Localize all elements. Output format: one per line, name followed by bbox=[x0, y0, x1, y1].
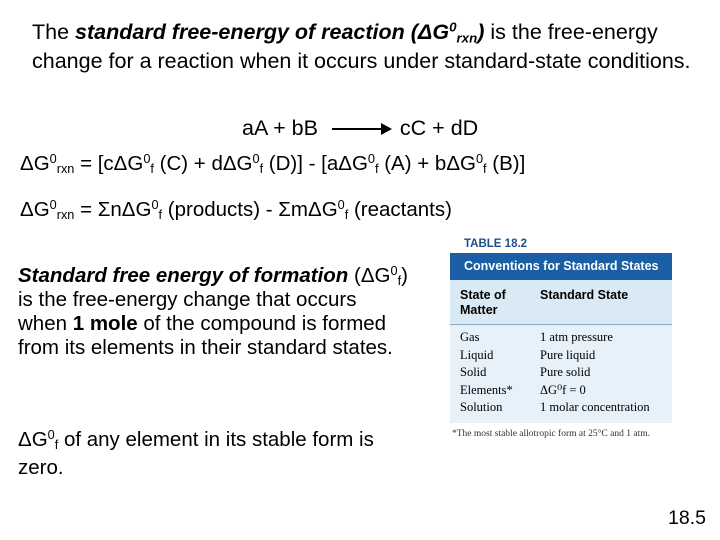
table-footnote: *The most stable allotropic form at 25°C and 1 atm. bbox=[450, 423, 672, 440]
free-energy-equation-expanded: $\Delta G^0_{rxn} = [c\Delta G^0_f$ (C) + dΔG$^0_f$ (D)] - [aΔG$^0_f$ (A) + bΔG$^0_f$ (B)] bbox=[20, 151, 526, 177]
free-energy-equation-summation: $\Delta G^0_{rxn} = \Sigma n\Delta G^0_f$ (products) - ΣmΔG$^0_f$ (reactants) bbox=[20, 197, 452, 223]
table-row: Elements* ΔG⁰f = 0 bbox=[460, 382, 586, 397]
products-expression: cC + dD bbox=[399, 116, 479, 140]
table-header-row bbox=[450, 280, 672, 325]
formation-definition: Standard free energy of formation $(\Delta G^0_f)$ is the free-energy change that occurs when 1 mole of the compound is formed from its elements in their standard states. bbox=[18, 263, 408, 359]
element-zero-note: $\Delta G^0_f$ of any element in its stable form is zero. bbox=[18, 427, 374, 479]
column-header-standard: Standard State bbox=[540, 288, 629, 302]
table-body bbox=[450, 325, 672, 423]
table-row: Gas 1 atm pressure bbox=[460, 330, 613, 344]
table-title: Conventions for Standard States bbox=[450, 253, 672, 280]
reactants-expression: aA + bB bbox=[242, 116, 318, 140]
reaction-arrow-icon bbox=[332, 128, 390, 130]
table-row: Liquid Pure liquid bbox=[460, 347, 596, 362]
table-label: TABLE 18.2 bbox=[450, 236, 672, 253]
table-row: Solution 1 molar concentration bbox=[460, 400, 650, 414]
general-reaction bbox=[242, 116, 478, 141]
standard-states-table bbox=[450, 236, 672, 518]
column-header-state: State of Matter bbox=[460, 288, 506, 317]
intro-term: standard free-energy of reaction $(\Delta G^0_{rxn})$ bbox=[75, 19, 485, 46]
page-number: 18.5 bbox=[668, 507, 706, 529]
intro-paragraph: The standard free-energy of reaction $(\Delta G^0_{rxn})$ is the free-energy change for a reaction when it occurs under standard-state conditions. bbox=[32, 19, 691, 73]
table-row: Solid Pure solid bbox=[460, 365, 591, 379]
